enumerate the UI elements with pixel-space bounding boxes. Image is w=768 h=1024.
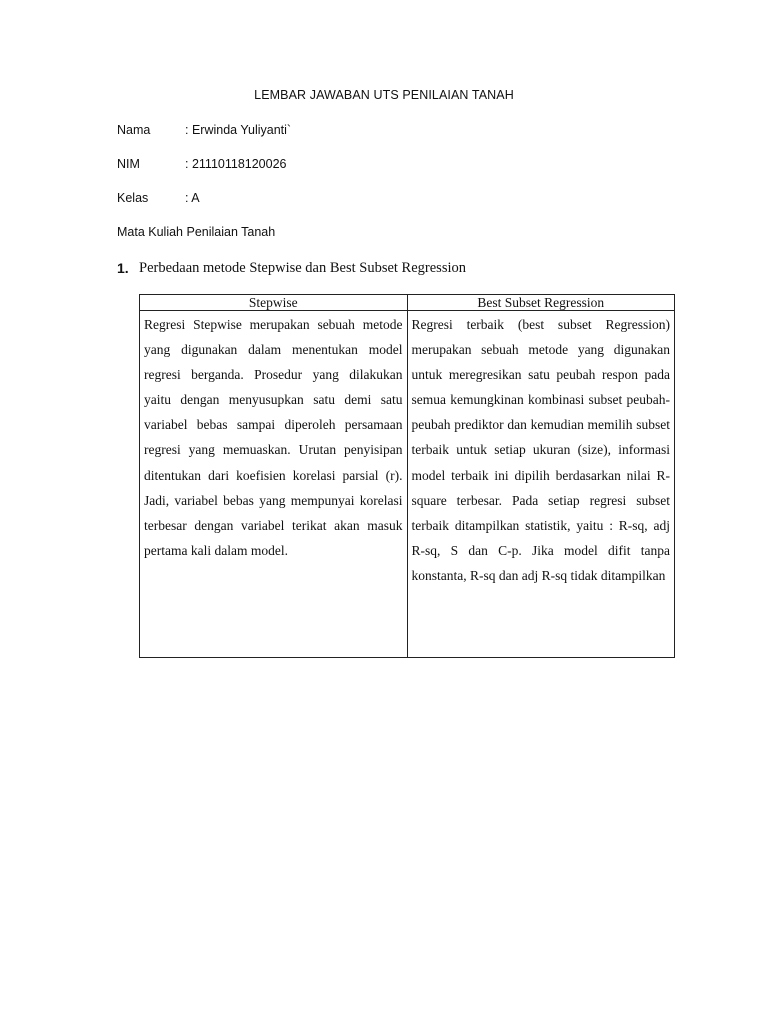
name-label: Nama bbox=[117, 123, 151, 137]
comparison-table bbox=[139, 294, 675, 658]
table-row bbox=[140, 311, 675, 658]
question-number: 1. bbox=[117, 260, 129, 276]
class-label: Kelas bbox=[117, 191, 149, 205]
cell-best-subset: Regresi terbaik (best subset Regression) merupakan sebuah metode yang digunakan untuk meregresikan satu peubah respon pada semua kemungkinan kombinasi subset peubah-peubah prediktor dan kemudian memilih subset terbaik untuk setiap ukuran (size), informasi model terbaik ini dipilih berdasarkan nilai R-square terbesar. Pada setiap regresi subset terbaik ditampilkan statistik, yaitu : R-sq, adj R-sq, S dan C-p. Jika model difit tanpa konstanta, R-sq dan adj R-sq tidak ditampilkan bbox=[407, 311, 675, 658]
name-value: : Erwinda Yuliyanti` bbox=[185, 123, 292, 137]
course-name: Mata Kuliah Penilaian Tanah bbox=[117, 225, 276, 239]
header-stepwise: Stepwise bbox=[140, 295, 408, 311]
document-title: LEMBAR JAWABAN UTS PENILAIAN TANAH bbox=[254, 88, 514, 102]
cell-stepwise: Regresi Stepwise merupakan sebuah metode yang digunakan dalam menentukan model regresi berganda. Prosedur yang dilakukan yaitu dengan menyusupkan satu demi satu variabel bebas sampai diperoleh persamaan regresi yang memuaskan. Urutan penyisipan ditentukan dari koefisien korelasi parsial (r). Jadi, variabel bebas yang mempunyai korelasi terbesar dengan variabel terikat akan masuk pertama kali dalam model. bbox=[140, 311, 408, 658]
nim-value: : 21110118120026 bbox=[185, 157, 287, 171]
header-best-subset: Best Subset Regression bbox=[407, 295, 675, 311]
table-header-row bbox=[140, 295, 675, 311]
question-text: Perbedaan metode Stepwise dan Best Subset Regression bbox=[139, 260, 466, 276]
class-value: : A bbox=[185, 191, 200, 205]
nim-label: NIM bbox=[117, 157, 140, 171]
